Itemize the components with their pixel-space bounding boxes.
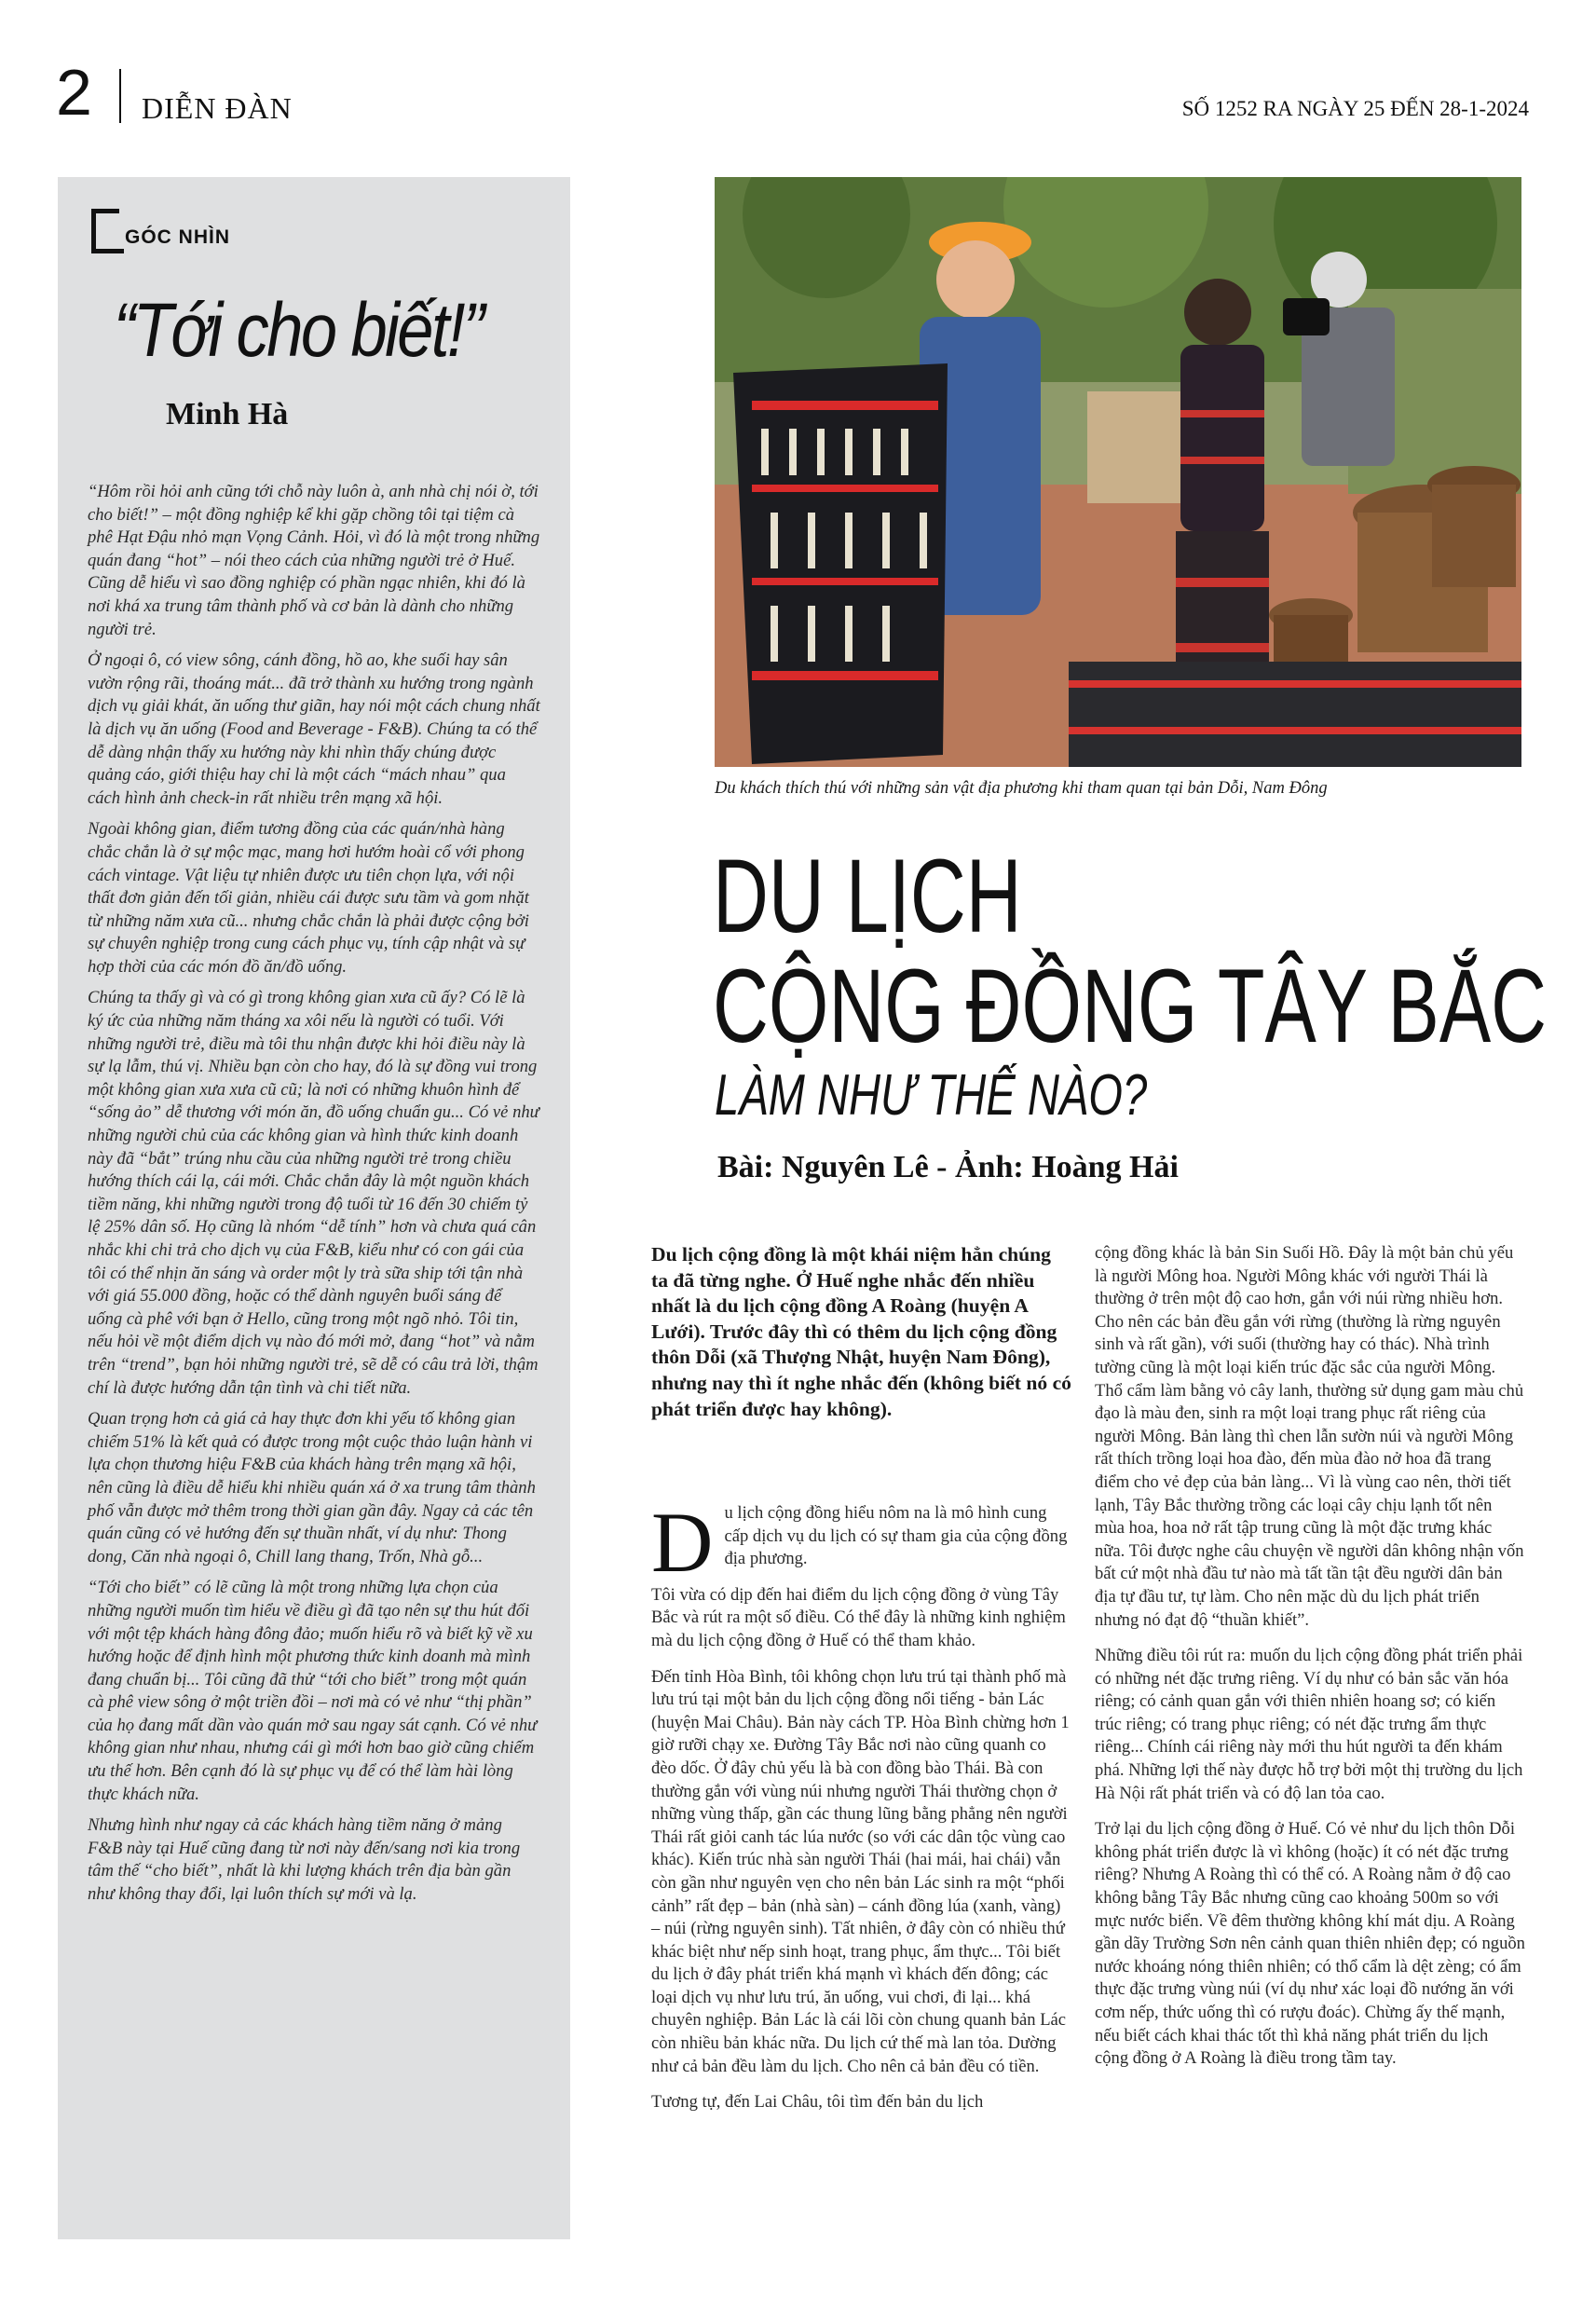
article-paragraph: Tôi vừa có dịp đến hai điểm du lịch cộng đồng ở vùng Tây Bắc và rút ra một số điều. Có thể đây là những kinh nghiệm mà du lịch cộng đồng ở Huế có thể tham khảo. bbox=[651, 1584, 1066, 1650]
column-label-icon bbox=[91, 209, 119, 253]
article-paragraph: cộng đồng khác là bản Sin Suối Hồ. Đây là một bản chủ yếu là người Mông hoa. Người Mông khác với người Thái là thường ở trên một độ cao hơn, gắn với núi rừng nhiều hơn. Cho nên các bản đều gắn với rừng (thường là rừng nguyên sinh và rất gần), với suối (thường hay có thác). Nhà trình tường cũng là một loại kiến trúc đặc sắc của người Mông. Thổ cẩm làm bằng vỏ cây lanh, thường sử dụng gam màu chủ đạo là màu đen, sinh ra một loại trang phục rất riêng của người Mông. Bản làng thì chen lẫn sườn núi và người Mông rất thích trồng loại hoa đào, đến mùa đào nở hoa đã trang điểm cho vẻ đẹp của bản làng... Vì là vùng cao nên, thời tiết lạnh, Tây Bắc thường trồng các loại cây chịu lạnh tốt nên mùa hoa, hoa nở rất tập trung cũng là một đặc trưng khác nữa. Tôi được nghe câu chuyện về người dân không nhận vốn bất cứ một nhà đầu tư nào mà tất tần tật đều người dân bản địa tự đầu tư, tự làm. Cho nên mặc dù du lịch phát triển nhưng nó đạt độ “thuần khiết”. bbox=[1095, 1243, 1524, 1630]
header-divider bbox=[119, 69, 121, 123]
issue-info: SỐ 1252 RA NGÀY 25 ĐẾN 28-1-2024 bbox=[1181, 97, 1529, 120]
drop-cap: D bbox=[651, 1495, 714, 1590]
sidebar-paragraph: Ở ngoại ô, có view sông, cánh đồng, hồ ao, khe suối hay sân vườn rộng rãi, thoáng mát... đã trở thành xu hướng trong ngành dịch vụ giải khát, ăn uống thư giãn, hay nói một cách chung nhất là dịch vụ ăn uống (Food and Beverage - F&B). Chúng ta có thể dễ dàng nhận thấy xu hướng này khi nhìn thấy chúng được quảng cáo, giới thiệu hay chỉ là một cách “mách nhau” qua cách hình ảnh check-in rất nhiều trên mạng xã hội. bbox=[88, 650, 540, 808]
article-paragraph: Đến tỉnh Hòa Bình, tôi không chọn lưu trú tại thành phố mà lưu trú tại một bản du lịch cộng đồng nổi tiếng - bản Lác (huyện Mai Châu). Bản này cách TP. Hòa Bình chừng hơn 1 giờ rưỡi chạy xe. Đường Tây Bắc nơi nào cũng quanh co đèo dốc. Ở đây chủ yếu là bà con đồng bào Thái. Bà con thường gắn với vùng núi nhưng người Thái thường chọn ở những vùng thấp, gần các thung lũng bằng phẳng nên người Thái rất giỏi canh tác lúa nước (so với các dân tộc vùng cao khác). Kiến trúc nhà sàn người Thái (hai mái, hai chái) vẫn còn gần như nguyên vẹn cho nên bản Lác sinh ra một “phối cảnh” rất đẹp – bản (nhà sàn) – cánh đồng lúa (xanh, vàng) – núi (rừng nguyên sinh). Tất nhiên, ở đây còn có nhiều thứ khác biệt như nếp sinh hoạt, trang phục, ẩm thực... Tôi biết du lịch ở đây phát triển khá mạnh vì khách đến đông; các loại dịch vụ như lưu trú, ăn uống, vui chơi, đi lại... khá chuyên nghiệp. Bản Lác là cái lõi còn chung quanh bản Lác còn nhiều bản khác nữa. Du lịch cứ thế mà lan tỏa. Dường như cả bản đều làm du lịch. Cho nên cả bản đều có tiền. bbox=[651, 1666, 1070, 2076]
article-lead: Du lịch cộng đồng là một khái niệm hẳn chúng ta đã từng nghe. Ở Huế nghe nhắc đến nhiều nhất là du lịch cộng đồng A Roàng (huyện A Lưới). Trước đây thì có thêm du lịch cộng đồng thôn Dỗi (xã Thượng Nhật, huyện Nam Đông), nhưng nay thì ít nghe nhắc đến (không biết nó có phát triển được hay không). bbox=[651, 1243, 1071, 1420]
section-name: DIỄN ĐÀN bbox=[142, 91, 293, 125]
article-column-1 bbox=[651, 1495, 1072, 2127]
first-paragraph bbox=[651, 1495, 1072, 1590]
sidebar-paragraph: “Tới cho biết” có lẽ cũng là một trong những lựa chọn của những người muốn tìm hiểu về điều gì đã tạo nên sự thu hút đối với một tệp khách hàng đông đảo; muốn hiểu rõ và biết kỹ về xu hướng hoặc để định hình một phương thức kinh doanh mà mình đang chuẩn bị... Tôi cũng đã thử “tới cho biết” trong một quán cà phê view sông ở một triền đồi – nơi mà có vẻ như “thị phần” của họ đang mất dần vào quán mở sau ngay sát cạnh. Có vẻ như không gian như nhau, nhưng cái gì mới hơn bao giờ cũng chiếm ưu thế hơn. Bên cạnh đó là sự phục vụ để có thể làm hài lòng thực khách nữa. bbox=[88, 1578, 538, 1804]
headline-line-2: CỘNG ĐỒNG TÂY BẮC bbox=[713, 948, 1547, 1064]
sidebar-paragraph: Nhưng hình như ngay cả các khách hàng tiềm năng ở mảng F&B này tại Huế cũng đang từ nơi này đến/sang nơi kia trong tâm thế “cho biết”, nhất là khi lượng khách trên địa bàn gần như không thay đổi, lại luôn thích sự mới và lạ. bbox=[88, 1815, 521, 1905]
photo-caption: Du khách thích thú với những sản vật địa phương khi tham quan tại bản Dỗi, Nam Đông bbox=[715, 779, 1328, 798]
sidebar-paragraph: Ngoài không gian, điểm tương đồng của các quán/nhà hàng chắc chắn là ở sự mộc mạc, mang hơi hướm hoài cổ với phong cách vintage. Vật liệu tự nhiên được ưu tiên chọn lựa, với nội thất đơn giản đến tối giản, nhiều cái được sưu tầm và gom nhặt từ những năm xưa cũ... nhưng chắc chắn là phải được cộng bởi sự chuyên nghiệp trong cung cách phục vụ, tính cập nhật và sự hợp thời của các món đồ ăn/đồ uống. bbox=[88, 819, 529, 977]
article-paragraph: Những điều tôi rút ra: muốn du lịch cộng đồng phát triển phải có những nét đặc trưng riêng. Ví dụ như có bản sắc văn hóa riêng; có cảnh quan gắn với thiên nhiên hoang sơ; có kiến trúc riêng; có trang phục riêng; có nét đặc trưng ẩm thực riêng... Chính cái riêng này mới thu hút người ta đến khám phá. Những lợi thế này được hỗ trợ bởi một thị trường du lịch Hà Nội rất phát triển và có độ lan tỏa cao. bbox=[1095, 1646, 1523, 1803]
page-number: 2 bbox=[56, 56, 92, 129]
column-label: GÓC NHÌN bbox=[125, 226, 230, 248]
sidebar-paragraph: Quan trọng hơn cả giá cả hay thực đơn khi yếu tố không gian chiếm 51% là kết quả có được trong một cuộc thảo luận hành vi lựa chọn thương hiệu F&B của khách hàng trên mạng xã hội, nên cũng là điều dễ hiểu khi nhiều quán xá ở xa trung tâm thành phố vẫn được mở thêm trong thời gian gần đây. Ngay cả các tên quán cũng có vẻ hướng đến sự thuần nhất, ví dụ như: Thong dong, Căn nhà ngoại ô, Chill lang thang, Trốn, Nhà gỗ... bbox=[88, 1409, 536, 1566]
article-paragraph: Trở lại du lịch cộng đồng ở Huế. Có vẻ như du lịch thôn Dỗi không phát triển được là vì không (hoặc) ít có nét đặc trưng riêng? Nhưng A Roàng thì có thể có. A Roàng nằm ở độ cao không bằng Tây Bắc nhưng cũng cao khoảng 500m so với mực nước biển. Về đêm thường không khí mát dịu. A Roàng gần dãy Trường Sơn nên cảnh quan thiên nhiên đẹp; có nguồn nước khoáng nóng thiên nhiên; có thổ cẩm là dệt zèng; có ẩm thực đặc trưng vùng núi (ví dụ như xác loại đồ nướng ăn với cơm nếp, thức uống thì có rượu đoác). Chừng ấy thế mạnh, nếu biết cách khai thác tốt thì khả năng phát triển du lịch cộng đồng ở A Roàng là điều trong tầm tay. bbox=[1095, 1819, 1525, 2069]
first-paragraph-text: u lịch cộng đồng hiểu nôm na là mô hình cung cấp dịch vụ du lịch có sự tham gia của cộng đồng địa phương. bbox=[724, 1503, 1068, 1569]
article-column-2 bbox=[1095, 1242, 1525, 2084]
sidebar-author: Minh Hà bbox=[166, 397, 289, 431]
byline: Bài: Nguyên Lê - Ảnh: Hoàng Hải bbox=[717, 1150, 1179, 1184]
sidebar-body bbox=[88, 481, 540, 1915]
sidebar-paragraph: “Hôm rồi hỏi anh cũng tới chỗ này luôn à, anh nhà chị nói ờ, tới cho biết!” – một đồng nghiệp kể khi gặp chồng tôi tại tiệm cà phê Hạt Đậu nhỏ mạn Vọng Cảnh. Hỏi, vì đó là một trong những quán đang “hot” – nói theo cách của những người trẻ ở Huế. Cũng dễ hiểu vì sao đồng nghiệp có phần ngạc nhiên, khi đó là nơi khá xa trung tâm thành phố và cơ bản là dành cho những người trẻ. bbox=[88, 482, 540, 639]
sidebar-title: “Tới cho biết!” bbox=[114, 288, 483, 373]
article-paragraph: Tương tự, đến Lai Châu, tôi tìm đến bản du lịch bbox=[651, 2092, 984, 2113]
headline-subtitle: LÀM NHƯ THẾ NÀO? bbox=[715, 1063, 1148, 1128]
headline-line-1: DU LỊCH bbox=[713, 838, 1022, 954]
article-photo bbox=[715, 177, 1521, 767]
sidebar-column bbox=[58, 177, 570, 2239]
sidebar-paragraph: Chúng ta thấy gì và có gì trong không gian xưa cũ ấy? Có lẽ là ký ức của những năm tháng xa xôi nếu là người có tuổi. Với những người trẻ, điều mà tôi thu nhận được khi hỏi điều này là sự lạ lẫm, thú vị. Nhiều bạn còn cho hay, đó là sự đồng vui trong một không gian xưa xưa cũ cũ; là nơi có những khuôn hình để “sống ảo” dễ thương với món ăn, đồ uống chuẩn gu... Có vẻ như những người chủ của các không gian và hình thức kinh doanh này đã “bắt” trúng nhu cầu của những người trẻ trong chiều hướng thích cái lạ, cái mới. Chắc chắn đây là một nguồn khách tiềm năng, khi những người trong độ tuổi từ 16 đến 30 chiếm tỷ lệ 25% dân số. Họ cũng là nhóm “dễ tính” hơn và chưa quá cân nhắc khi chi trả cho dịch vụ của F&B, kiểu như có con gái của tôi có thể nhịn ăn sáng và order một ly trà sữa ship tới tận nhà với giá 55.000 đồng, hoặc có thể dành nguyên buổi sáng để uống cà phê với bạn ở Hello, cũng trong một ngõ nhỏ. Tôi tin, nếu hỏi về một điểm dịch vụ nào đó mới mở, đang “hot” và nằm trên “trend”, bạn hỏi những người trẻ, sẽ dễ có câu trả lời, thậm chí là được hướng dẫn tận tình và chi tiết nữa. bbox=[88, 988, 539, 1398]
